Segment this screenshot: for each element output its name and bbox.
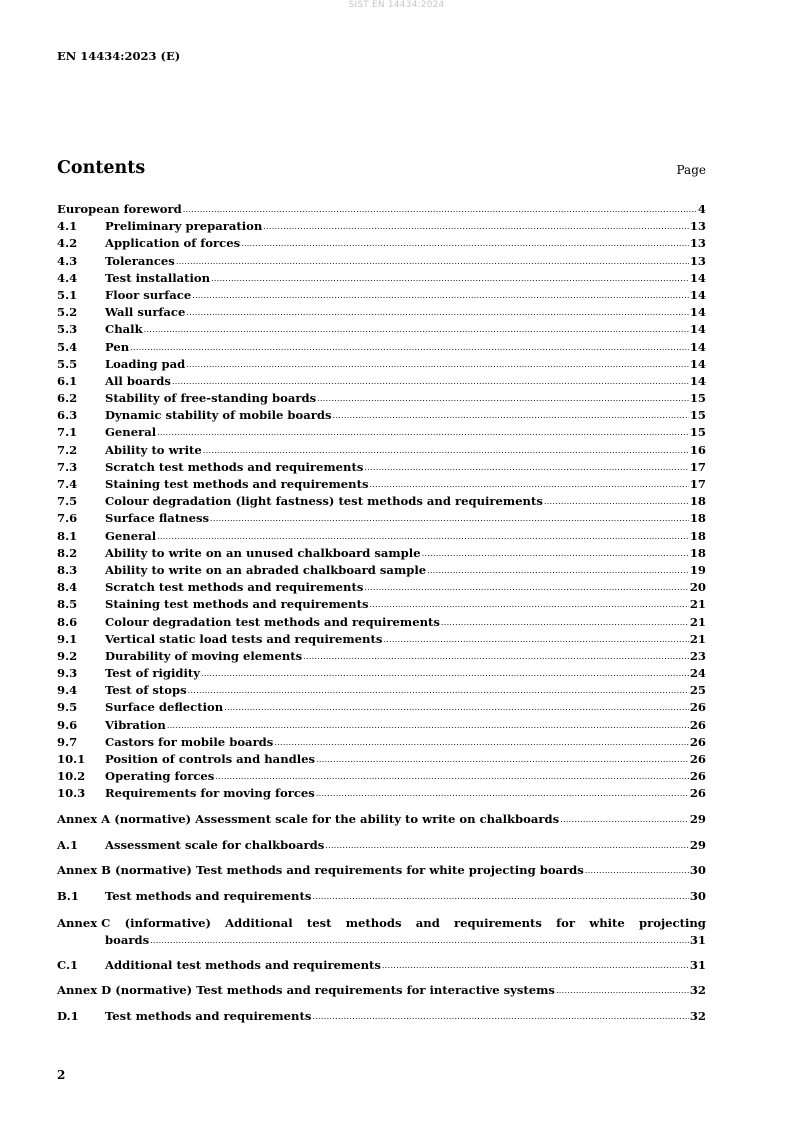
toc-entry-title: Ability to write on an unused chalkboard sample (105, 545, 421, 560)
toc-entry-title: Staining test methods and requirements (105, 597, 369, 612)
toc-leader-dots (157, 532, 689, 541)
toc-entry-page: 14 (689, 287, 706, 302)
toc-entry-page: 13 (689, 219, 706, 234)
toc-entry-number: 5.4 (57, 339, 78, 354)
toc-entry[interactable] (57, 391, 706, 408)
toc-entry-title-word: (informative) (124, 915, 211, 930)
toc-entry-title: Ability to write (105, 442, 202, 457)
toc-entry-page: 17 (689, 477, 706, 491)
toc-leader-dots (312, 1012, 688, 1021)
toc-leader-dots (157, 428, 689, 437)
toc-entry-page: 21 (689, 597, 706, 612)
toc-entry[interactable] (57, 425, 706, 442)
toc-leader-dots (201, 669, 689, 678)
toc-entry-title-word: Annex C (57, 915, 111, 930)
toc-entry-title: Colour degradation test methods and requirements (105, 614, 440, 629)
toc-entry-title: Staining test methods and requirements (105, 477, 369, 491)
toc-entry-title: Loading pad (105, 356, 186, 371)
toc-entry[interactable] (57, 357, 706, 374)
toc-entry[interactable] (57, 408, 706, 425)
toc-entry-page: 14 (689, 356, 706, 371)
toc-entry-number: 4.4 (57, 270, 78, 285)
toc-entry[interactable] (57, 322, 706, 339)
toc-entry[interactable] (57, 236, 706, 253)
toc-leader-dots (203, 446, 689, 455)
toc-entry-title: Annex B (normative) Test methods and requirements for white projecting boards (57, 863, 584, 878)
toc-entry-page: 14 (689, 270, 706, 285)
watermark: SIST EN 14434:2024 (348, 0, 445, 10)
toc-entry-title: Test methods and requirements (105, 1009, 312, 1024)
toc-leader-dots (183, 205, 697, 214)
toc-entry-title: Test of stops (105, 683, 187, 698)
toc-leader-dots (192, 291, 689, 300)
toc-entry-number: 6.2 (57, 391, 78, 406)
toc-entry-page: 13 (689, 253, 706, 268)
toc-leader-dots (316, 789, 689, 798)
toc-entry-title: Surface deflection (105, 700, 224, 715)
toc-leader-dots (312, 892, 688, 901)
toc-entry-page: 26 (689, 786, 706, 801)
toc-entry-title: Test methods and requirements (105, 889, 312, 904)
toc-entry[interactable] (57, 511, 706, 528)
toc-entry[interactable] (57, 546, 706, 563)
toc-leader-dots (303, 652, 689, 661)
toc-entry-page: 32 (689, 983, 706, 998)
toc-entry-number: 8.5 (57, 597, 78, 612)
toc-entry[interactable] (57, 443, 706, 460)
toc-leader-dots (150, 932, 689, 949)
toc-entry-title: Preliminary preparation (105, 219, 263, 234)
toc-entry[interactable] (57, 666, 706, 683)
toc-entry-page: 23 (689, 648, 706, 663)
toc-entry-number: 5.5 (57, 356, 78, 371)
toc-entry-title: Wall surface (105, 305, 186, 320)
toc-entry-title: General (105, 528, 157, 543)
toc-leader-dots (427, 566, 689, 575)
toc-entry[interactable] (57, 219, 706, 236)
toc-entry[interactable] (57, 374, 706, 391)
toc-entry-number: 7.2 (57, 442, 78, 457)
toc-entry[interactable] (57, 718, 706, 735)
toc-entry-title: Stability of free-standing boards (105, 391, 317, 406)
toc-leader-dots (241, 239, 689, 248)
toc-annex-b[interactable] (57, 863, 706, 880)
toc-entry-title: European foreword (57, 202, 182, 216)
toc-entry-page: 19 (689, 562, 706, 577)
toc-entry-number: 9.4 (57, 683, 78, 698)
toc-entry-title: Assessment scale for chalkboards (105, 837, 325, 852)
toc-entry[interactable] (57, 683, 706, 700)
toc-entry-page: 18 (689, 511, 706, 526)
page-column-label: Page (676, 163, 706, 177)
toc-entry-number: 10.1 (57, 752, 86, 766)
toc-leader-dots (382, 961, 689, 970)
toc-leader-dots (211, 274, 689, 283)
toc-entry-title: Ability to write on an abraded chalkboard sample (105, 562, 427, 577)
toc-leader-dots (556, 986, 689, 995)
toc-entry[interactable] (57, 202, 706, 219)
toc-entry-title: Chalk (105, 322, 143, 337)
toc-entry-page: 26 (689, 769, 706, 784)
toc-annex-a[interactable] (57, 812, 706, 829)
toc-entry[interactable] (57, 254, 706, 271)
toc-entry[interactable] (57, 597, 706, 614)
table-of-contents (57, 202, 706, 1026)
toc-entry-page: 29 (689, 837, 706, 852)
toc-entry-page: 31 (689, 933, 706, 948)
toc-entry-page: 4 (697, 202, 706, 216)
toc-entry-title: Requirements for moving forces (105, 786, 315, 801)
toc-entry-number: 7.6 (57, 511, 78, 526)
toc-annex-d[interactable] (57, 983, 706, 1000)
toc-entry-title: Vibration (105, 717, 166, 732)
toc-leader-dots (167, 721, 689, 730)
toc-leader-dots (333, 411, 689, 420)
toc-entry-title-word: white (589, 915, 625, 930)
toc-entry-title: Operating forces (105, 769, 215, 784)
toc-leader-dots (369, 480, 688, 489)
toc-entry-page: 24 (689, 666, 706, 681)
toc-entry-page: 15 (689, 408, 706, 423)
toc-annex-c1[interactable] (57, 958, 706, 975)
toc-annex-a1[interactable] (57, 838, 706, 855)
toc-entry-page: 26 (689, 717, 706, 732)
toc-entry-title: General (105, 425, 157, 440)
toc-entry-title: Application of forces (105, 236, 241, 251)
toc-entry-title-word: test (306, 915, 332, 930)
toc-entry-number: 9.5 (57, 700, 78, 715)
toc-entry[interactable] (57, 494, 706, 511)
toc-entry-title: Annex D (normative) Test methods and requirements for interactive systems (57, 983, 555, 998)
toc-entry-number: 9.1 (57, 631, 78, 646)
toc-entry-number: 9.7 (57, 734, 78, 749)
toc-entry[interactable] (57, 288, 706, 305)
toc-entry-number: 7.4 (57, 477, 78, 491)
toc-leader-dots (186, 360, 689, 369)
toc-entry-title: Tolerances (105, 253, 175, 268)
toc-leader-dots (585, 866, 689, 875)
toc-leader-dots (224, 703, 689, 712)
toc-entry-page: 13 (689, 236, 706, 251)
toc-entry-page: 14 (689, 339, 706, 354)
toc-entry-page: 21 (689, 614, 706, 629)
toc-entry-page: 14 (689, 322, 706, 337)
toc-entry-page: 26 (689, 734, 706, 749)
toc-entry-title: Vertical static load tests and requirements (105, 631, 383, 646)
toc-entry-number: 9.3 (57, 666, 78, 681)
toc-entry-page: 20 (689, 580, 706, 595)
toc-entry-title: Castors for mobile boards (105, 734, 274, 749)
toc-entry-title: Test installation (105, 270, 211, 285)
toc-entry-number: 10.2 (57, 769, 86, 784)
toc-entry-page: 17 (689, 459, 706, 474)
toc-entry-title: Durability of moving elements (105, 648, 303, 663)
toc-entry-number: D.1 (57, 1009, 79, 1024)
toc-leader-dots (188, 686, 689, 695)
toc-entry[interactable] (57, 752, 706, 769)
toc-entry-number: A.1 (57, 837, 79, 852)
toc-entry-number: 6.3 (57, 408, 78, 423)
toc-entry-title: Scratch test methods and requirements (105, 459, 364, 474)
toc-annex-b1[interactable] (57, 889, 706, 906)
toc-entry-number: 4.2 (57, 236, 78, 251)
page-number: 2 (57, 1068, 66, 1082)
toc-entry-number: 5.2 (57, 305, 78, 320)
toc-entry-page: 31 (689, 957, 706, 972)
toc-leader-dots (176, 257, 689, 266)
toc-entry-number: 8.4 (57, 580, 78, 595)
toc-entry-number: 5.1 (57, 287, 78, 302)
toc-entry-title: Floor surface (105, 287, 192, 302)
toc-entry[interactable] (57, 529, 706, 546)
toc-entry-number: 8.1 (57, 528, 78, 543)
toc-annex-d1[interactable] (57, 1009, 706, 1026)
toc-leader-dots (144, 325, 689, 334)
toc-leader-dots (369, 600, 688, 609)
toc-leader-dots (210, 514, 689, 523)
toc-entry-title: Test of rigidity (105, 666, 200, 681)
toc-leader-dots (544, 497, 689, 506)
toc-entry-number: 7.3 (57, 459, 78, 474)
toc-entry-page: 32 (689, 1009, 706, 1024)
toc-leader-dots (215, 772, 689, 781)
toc-entry-title: All boards (105, 373, 171, 388)
toc-entry-page: 18 (689, 545, 706, 560)
toc-leader-dots (364, 583, 688, 592)
toc-entry[interactable] (57, 735, 706, 752)
toc-entry[interactable] (57, 305, 706, 322)
toc-entry-number: 8.3 (57, 562, 78, 577)
toc-entry-page: 18 (689, 494, 706, 509)
toc-leader-dots (441, 618, 689, 627)
toc-entry-page: 30 (689, 863, 706, 878)
toc-entry-title-word: and (415, 915, 440, 930)
toc-entry-number: 6.1 (57, 373, 78, 388)
toc-leader-dots (274, 738, 689, 747)
toc-entry-title: Dynamic stability of mobile boards (105, 408, 332, 423)
toc-entry-number: 5.3 (57, 322, 78, 337)
toc-entry-number: 4.1 (57, 219, 78, 234)
toc-entry-page: 14 (689, 305, 706, 320)
toc-entry-page: 21 (689, 631, 706, 646)
toc-entry-page: 25 (689, 683, 706, 698)
toc-entry[interactable] (57, 769, 706, 786)
toc-entry-number: 9.6 (57, 717, 78, 732)
toc-leader-dots (560, 815, 689, 824)
toc-entry-title-word: Additional (225, 915, 293, 930)
toc-leader-dots (383, 635, 689, 644)
toc-main-entries (57, 202, 706, 804)
toc-entry-title: Pen (105, 339, 130, 354)
toc-entry-page: 26 (689, 700, 706, 715)
toc-entry[interactable] (57, 649, 706, 666)
toc-leader-dots (325, 841, 689, 850)
toc-entry-title: Annex A (normative) Assessment scale for the ability to write on chalkboards (57, 812, 560, 827)
toc-entry-page: 30 (689, 889, 706, 904)
toc-entry-page: 29 (689, 812, 706, 827)
toc-leader-dots (263, 222, 689, 231)
toc-entry[interactable] (57, 700, 706, 717)
toc-annex-c[interactable] (57, 915, 706, 949)
toc-entry-page: 26 (689, 752, 706, 766)
toc-entry-title-line1 (57, 915, 706, 932)
toc-entry-number: C.1 (57, 957, 79, 972)
toc-entry-title-word: for (556, 915, 575, 930)
toc-entry[interactable] (57, 786, 706, 803)
toc-entry-page: 15 (689, 425, 706, 440)
toc-entry-title: Colour degradation (light fastness) test methods and requirements (105, 494, 543, 509)
toc-entry-number: 9.2 (57, 648, 78, 663)
toc-entry[interactable] (57, 580, 706, 597)
contents-heading: Contents (57, 158, 146, 178)
toc-entry-number: 7.5 (57, 494, 78, 509)
toc-entry-page: 16 (689, 442, 706, 457)
toc-leader-dots (364, 463, 688, 472)
toc-entry-title-line2: boards (105, 933, 150, 948)
toc-entry[interactable] (57, 271, 706, 288)
toc-entry[interactable] (57, 632, 706, 649)
toc-leader-dots (172, 377, 689, 386)
toc-leader-dots (317, 394, 689, 403)
toc-entry-title: Scratch test methods and requirements (105, 580, 364, 595)
toc-leader-dots (422, 549, 689, 558)
toc-entry-page: 15 (689, 391, 706, 406)
toc-entry-number: 10.3 (57, 786, 86, 801)
toc-entry-page: 14 (689, 373, 706, 388)
toc-leader-dots (186, 308, 688, 317)
toc-entry[interactable] (57, 460, 706, 477)
toc-entry-title-word: requirements (454, 915, 542, 930)
toc-entry[interactable] (57, 563, 706, 580)
toc-leader-dots (316, 755, 689, 764)
toc-entry-page: 18 (689, 528, 706, 543)
toc-entry[interactable] (57, 340, 706, 357)
toc-entry-number: B.1 (57, 889, 79, 904)
toc-entry-title: Position of controls and handles (105, 752, 316, 766)
toc-entry-number: 7.1 (57, 425, 78, 440)
toc-leader-dots (130, 343, 689, 352)
toc-entry-number: 8.2 (57, 545, 78, 560)
toc-entry-number: 8.6 (57, 614, 78, 629)
toc-entry-title-word: projecting (639, 915, 706, 930)
toc-entry-number: 4.3 (57, 253, 78, 268)
document-id: EN 14434:2023 (E) (57, 49, 181, 63)
toc-entry-title: Surface flatness (105, 511, 210, 526)
toc-entry[interactable] (57, 615, 706, 632)
toc-entry-title-word: methods (345, 915, 402, 930)
toc-entry-title: Additional test methods and requirements (105, 957, 381, 972)
toc-entry[interactable] (57, 477, 706, 494)
